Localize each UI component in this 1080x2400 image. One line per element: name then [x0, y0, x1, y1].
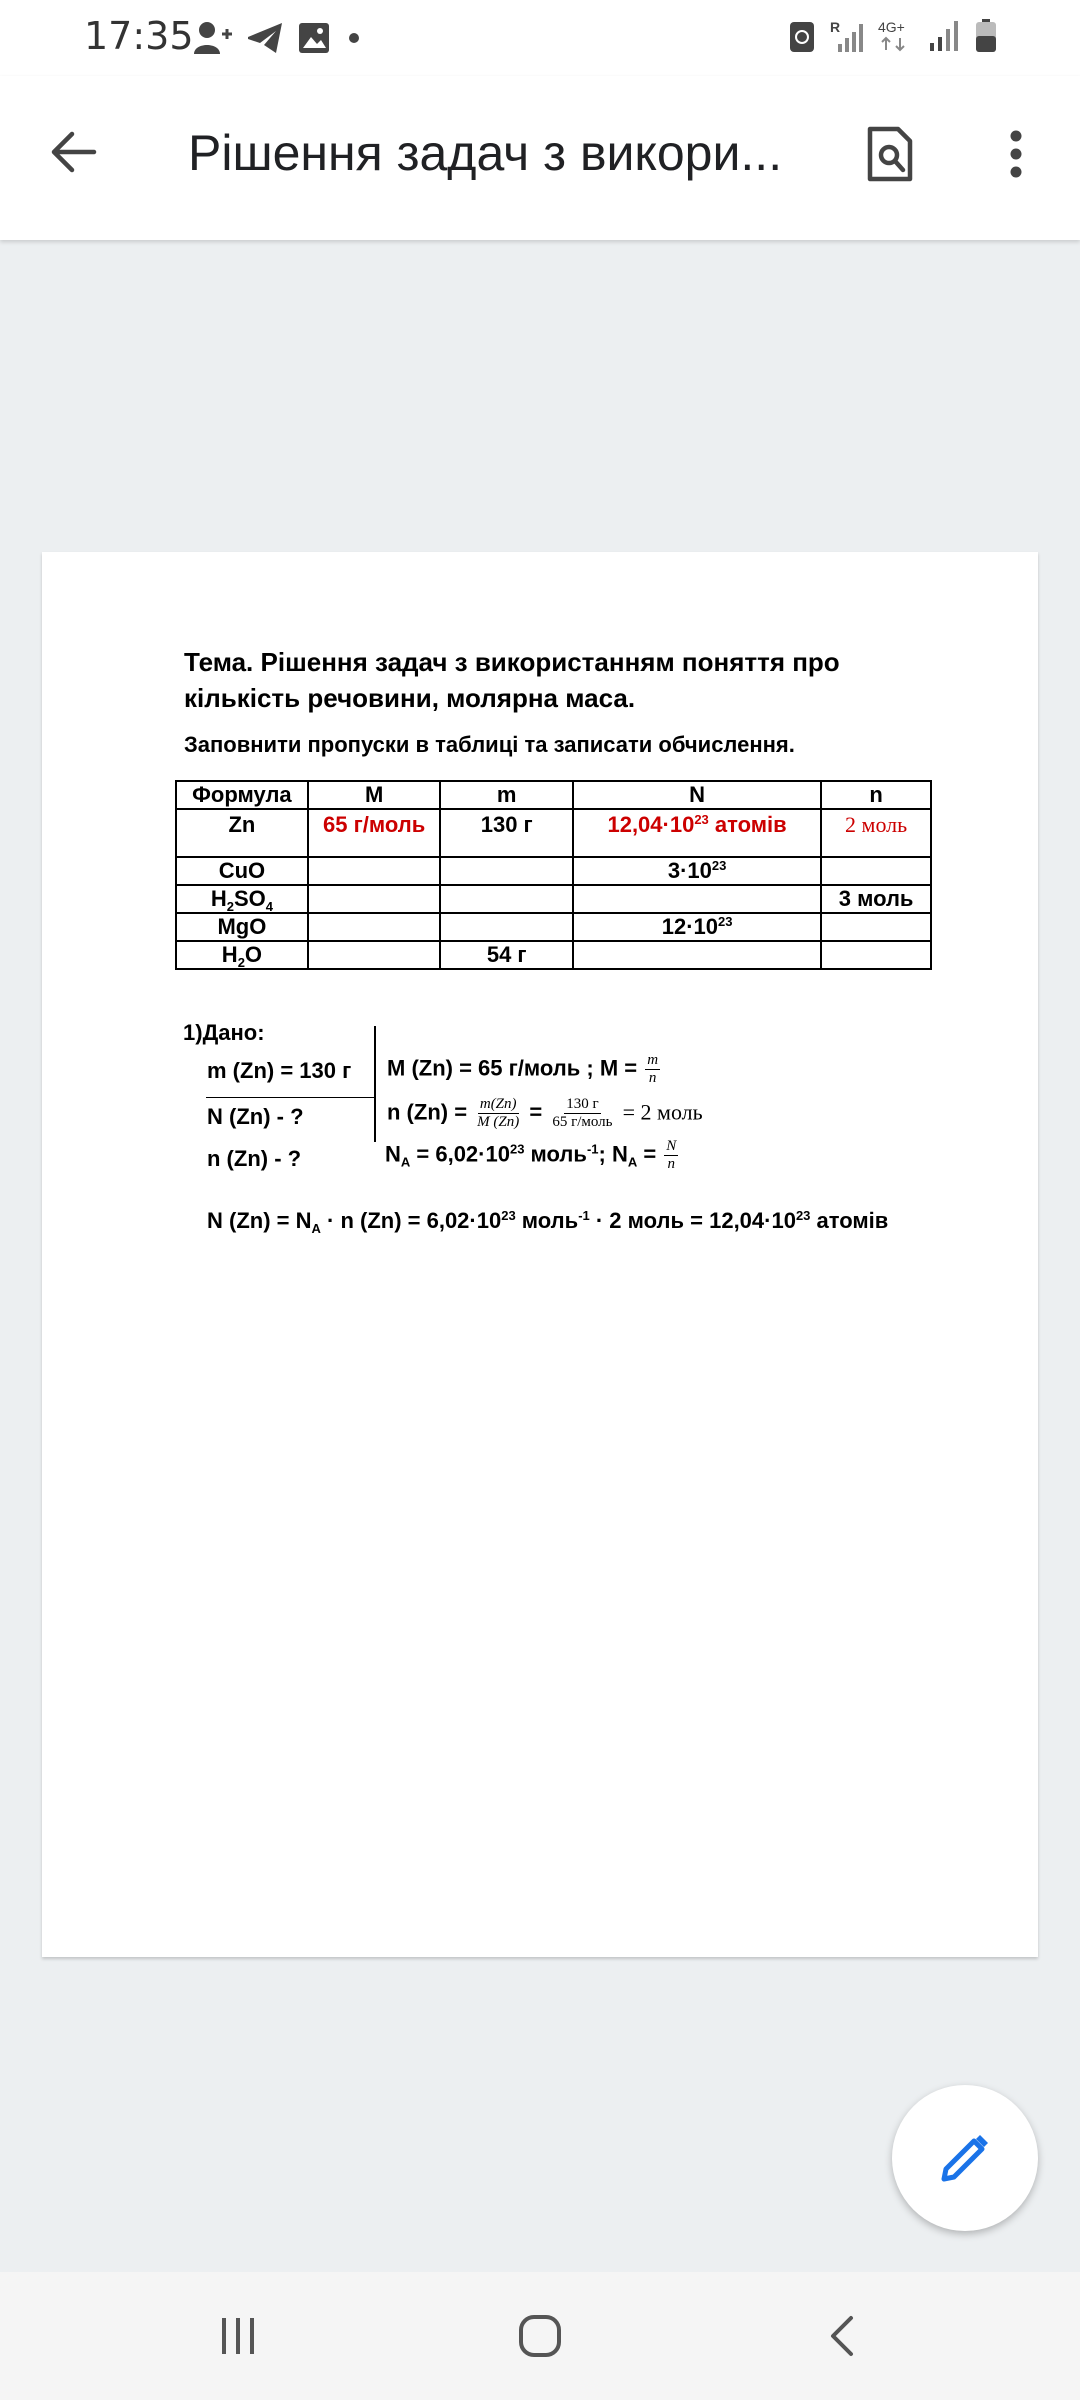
cell-N [573, 941, 821, 969]
molar-mass-line: M (Zn) = 65 г/моль ; M = $\frac{m}{n}$ [387, 1052, 659, 1086]
network-4g-icon [878, 18, 914, 54]
back-nav-button[interactable] [802, 2304, 882, 2368]
cell-N: $3\cdot 10^{23}$ [573, 857, 821, 885]
table-header-row [176, 781, 931, 809]
fraction-N-n: $\frac{N}{n}$ [666, 1138, 677, 1172]
cell-m: 54 г [440, 941, 573, 969]
fraction-mzn: $\frac{m(Zn)}{M (Zn)}$ [477, 1096, 520, 1130]
signal-roaming-icon [830, 18, 864, 54]
table-row [176, 941, 931, 969]
given-mass: m (Zn) = 130 г [207, 1058, 352, 1083]
avogadro-line: $N_A = 6,02\cdot 10^{23}$ моль$^{-1}$; $N_A$ = $\frac{N}{n}$ [385, 1138, 677, 1172]
svg-text:R: R [830, 19, 841, 35]
arrow-back-icon [50, 130, 98, 174]
fraction-130-65: $\frac{130 г}{\text{65 г/моль}}$ [552, 1096, 613, 1130]
header-n: n [821, 781, 931, 809]
given-divider-horizontal [206, 1097, 376, 1098]
recents-button[interactable] [198, 2304, 278, 2368]
document-subheading: Заповнити пропуски в таблиці та записати обчислення. [184, 732, 795, 757]
telegram-icon [246, 21, 284, 55]
cell-formula: MgO [176, 913, 308, 941]
edit-fab[interactable] [892, 2085, 1038, 2231]
cell-n: 3 моль [821, 885, 931, 913]
preview-button[interactable] [858, 118, 922, 190]
cell-formula: Zn [176, 809, 308, 857]
recycle-icon [788, 18, 816, 54]
solution-header: 1)Дано: [183, 1020, 265, 1045]
status-time: 17:35 [84, 14, 194, 58]
cell-M [308, 941, 441, 969]
more-vert-icon [1009, 129, 1023, 179]
data-table [175, 780, 932, 970]
cell-formula: $H_2SO_4$ [176, 885, 308, 913]
status-bar [0, 0, 1080, 76]
home-button[interactable] [500, 2304, 580, 2368]
image-icon [298, 22, 330, 54]
fraction-m-n: $\frac{m}{n}$ [647, 1052, 659, 1086]
dot-icon [344, 28, 364, 48]
final-calculation: N $(Zn) = N_A \cdot n$ $(Zn) = 6,02\cdot 10^{23}$ моль$^{-1}$ · 2 моль = $12,04\cdot 10^{23}$ атомів [207, 1208, 889, 1236]
signal-icon [928, 19, 960, 53]
cell-m: 130 г [440, 809, 573, 857]
header-m: m [440, 781, 573, 809]
header-M: M [308, 781, 441, 809]
status-icons-right [788, 18, 998, 54]
cell-n [821, 857, 931, 885]
header-N: N [573, 781, 821, 809]
person-add-icon [192, 20, 232, 56]
document-title: Рішення задач з викори... [188, 125, 783, 181]
cell-formula: CuO [176, 857, 308, 885]
cell-n [821, 913, 931, 941]
cell-M [308, 885, 441, 913]
svg-text:4G+: 4G+ [878, 19, 905, 35]
cell-n [821, 941, 931, 969]
cell-m [440, 913, 573, 941]
cell-m [440, 885, 573, 913]
home-icon [517, 2313, 563, 2359]
pencil-icon [938, 2131, 992, 2185]
find-N: N (Zn) - ? [207, 1104, 304, 1129]
header-formula: Формула [176, 781, 308, 809]
back-button[interactable] [44, 122, 104, 182]
battery-icon [974, 18, 998, 54]
cell-N: $12\cdot 10^{23}$ [573, 913, 821, 941]
cell-formula: $H_2O$ [176, 941, 308, 969]
cell-M: 65 г/моль [308, 809, 441, 857]
system-nav-bar [0, 2272, 1080, 2400]
cell-N: $12,04\cdot 10^{23}$ атомів [573, 809, 821, 857]
find-in-page-icon [866, 125, 914, 183]
document-page [42, 552, 1038, 1957]
table-row [176, 809, 931, 857]
cell-N [573, 885, 821, 913]
given-divider-vertical [374, 1026, 376, 1142]
cell-M [308, 913, 441, 941]
status-icons-left [192, 20, 364, 56]
more-options-button[interactable] [990, 118, 1042, 190]
table-row [176, 885, 931, 913]
app-bar [0, 76, 1080, 240]
amount-line: n (Zn) = $\frac{m(Zn)}{M (Zn)}$ = $\frac{130 г}{\text{65 г/моль}}$ = 2 моль [387, 1096, 703, 1130]
back-nav-icon [827, 2314, 857, 2358]
table-row [176, 857, 931, 885]
find-n: n (Zn) - ? [207, 1146, 302, 1171]
recents-icon [218, 2316, 258, 2356]
cell-m [440, 857, 573, 885]
cell-n: 2 моль [821, 809, 931, 857]
cell-M [308, 857, 441, 885]
document-heading: Тема. Рішення задач з використанням поняття про кількість речовини, молярна маса. [184, 647, 840, 713]
table-row [176, 913, 931, 941]
